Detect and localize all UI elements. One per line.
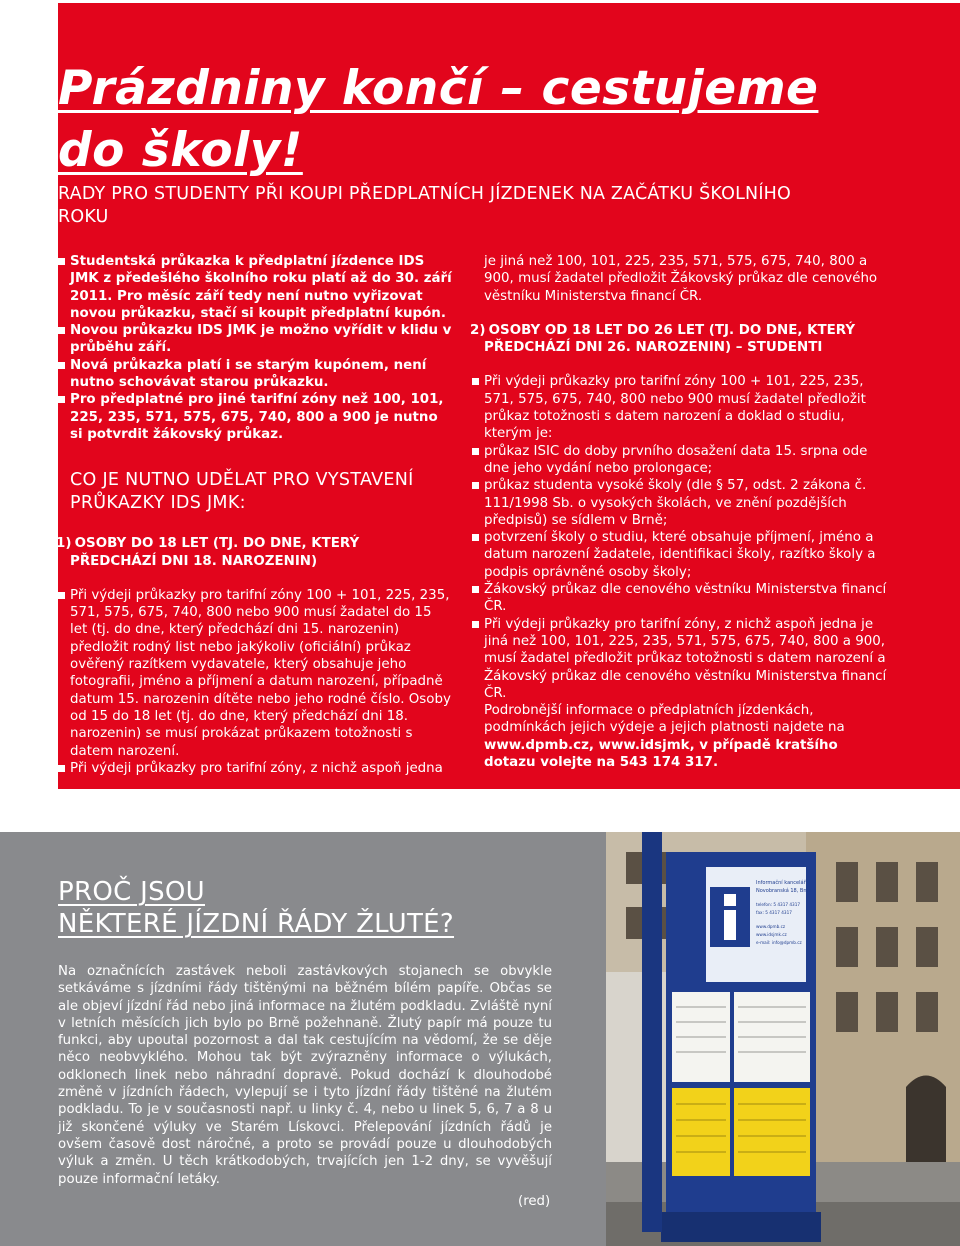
svg-text:fax: 5 4317 4317: fax: 5 4317 4317 xyxy=(756,910,792,915)
group-1-item: Při výdeji průkazky pro tarifní zóny, z nichž aspoň jedna xyxy=(56,760,452,777)
footer-note xyxy=(470,702,890,771)
footer-links[interactable]: www.dpmb.cz, www.idsjmk xyxy=(484,737,690,753)
why-title-line-1: PROČ JSOU xyxy=(58,877,205,907)
svg-text:e-mail: info@dpmb.cz: e-mail: info@dpmb.cz xyxy=(756,940,802,945)
group-1-title-line-2: PŘEDCHÁZÍ DNI 18. NAROZENIN) xyxy=(70,553,318,569)
headline-line-1: Prázdniny končí – cestujeme xyxy=(58,61,819,116)
group-1-title-line-1: OSOBY DO 18 LET (TJ. DO DNE, KTERÝ xyxy=(74,536,360,552)
footer-text: Podrobnější informace o předplatních jízdenkách, podmínkách jejich výdeje a jejich platnosti najdete na xyxy=(484,703,845,736)
section-title: CO JE NUTNO UDĚLAT PRO VYSTAVENÍ PRŮKAZKY IDS JMK: xyxy=(70,470,414,514)
why-yellow-title xyxy=(58,876,578,940)
right-column xyxy=(470,253,890,771)
why-title-line-2: NĚKTERÉ JÍZDNÍ ŘÁDY ŽLUTÉ? xyxy=(58,909,455,939)
tip-item: Novou průkazku IDS JMK je možno vyřídit v klidu v průběhu září. xyxy=(56,322,452,357)
tip-item: Pro předplatné pro jiné tarifní zóny než 100, 101, 225, 235, 571, 575, 675, 740, 800 a 900 je nutno si potvrdit žákovský průkaz. xyxy=(56,391,452,443)
group-2-title xyxy=(470,322,890,357)
group-1-title xyxy=(56,535,452,570)
tip-item: Nová průkazka platí i se starým kupónem, není nutno schovávat starou průkazku. xyxy=(56,357,452,392)
bus-stop-photo xyxy=(606,832,960,1246)
svg-text:Novobranská 18, Brno: Novobranská 18, Brno xyxy=(756,888,812,894)
why-yellow-body: Na označnících zastávek neboli zastávkových stojanech se obvykle setkáváme s jízdními řády tištěnými na běžném bílém papíře. Občas se ale objeví jízdní řád nebo jiná informace na žlutém podkladu. Zvláště nyní v letních měsících jich bylo po Brně požehnaně. Žlutý papír má pouze tu funkci, aby upoutal pozornost a dal tak cestujícím na vědomí, že se děje něco neobvyklého. Mohou tak být zvýrazněny informace o výlukách, odklonech linek nebo náhradní dopravě. Pokud dochází k dlouhodobé změně v jízdních řádech, vylepují se i tyto jízdní řády tištěné na žlutém podkladu. To je v současnosti např. u linky č. 4, nebo u linek 5, 6, 7 a 8 u již skončené výluky ve Starém Lískovci. Přelepování jízdních řádů je ovšem časově dost náročné, a proto se provádí pouze u dlouhodobých výluk a změn. U těch krátkodobých, trvajících jen 1-2 dny, se vyvěšují pouze informační letáky. xyxy=(58,964,552,1187)
group-2-number: 2) xyxy=(470,322,486,338)
svg-text:telefon: 5 4317 4317: telefon: 5 4317 4317 xyxy=(756,902,801,907)
footer-text-2: , v případě kratšího dotazu volejte na 543 174 317. xyxy=(484,737,838,771)
group-1-continuation: je jiná než 100, 101, 225, 235, 571, 575, 675, 740, 800 a 900, musí žadatel předložit Žákovský průkaz dle cenového věstníku Ministerstva financí ČR. xyxy=(484,254,878,304)
group-2-item: průkaz studenta vysoké školy (dle § 57, odst. 2 zákona č. 111/1998 Sb. o vysokých školách, ve znění pozdějších předpisů) se sídlem v Brně; xyxy=(470,477,890,529)
group-2-title-line-2: PŘEDCHÁZÍ DNI 26. NAROZENIN) – STUDENTI xyxy=(484,340,823,356)
group-2-item: Při výdeji průkazky pro tarifní zóny 100 + 101, 225, 235, 571, 575, 675, 740, 800 nebo 900 musí žadatel předložit průkaz totožnosti s datem narození a doklad o studiu, kterým je: xyxy=(470,373,890,442)
subheading: RADY PRO STUDENTY PŘI KOUPI PŘEDPLATNÍCH JÍZDENEK NA ZAČÁTKU ŠKOLNÍHO ROKU xyxy=(58,184,792,227)
tip-item: Studentská průkazka k předplatní jízdence IDS JMK z předešlého školního roku platí až do 30. září 2011. Pro měsíc září tedy není nutno vyřizovat novou průkazku, stačí si koupit předplatní kupón. xyxy=(56,253,452,322)
group-2-title-line-1: OSOBY OD 18 LET DO 26 LET (TJ. DO DNE, KTERÝ xyxy=(488,322,856,338)
group-1-number: 1) xyxy=(56,536,72,552)
svg-text:www.idsjmk.cz: www.idsjmk.cz xyxy=(756,932,787,937)
headline xyxy=(58,58,848,182)
group-2-item: Žákovský průkaz dle cenového věstníku Ministerstva financí ČR. xyxy=(470,581,890,616)
headline-line-2: do školy! xyxy=(58,123,303,178)
svg-text:www.dpmb.cz: www.dpmb.cz xyxy=(756,924,786,929)
author-credit: (red) xyxy=(518,1194,551,1209)
group-2-item: potvrzení školy o studiu, které obsahuje příjmení, jméno a datum narození žadatele, identifikaci školy, razítko školy a podpis oprávněné osoby školy; xyxy=(470,529,890,581)
group-2-item: Při výdeji průkazky pro tarifní zóny, z nichž aspoň jedna je jiná než 100, 101, 225, 235, 571, 575, 675, 740, 800 a 900, musí žadatel předložit průkaz totožnosti s datem narození a Žákovský průkaz dle cenového věstníku Ministerstva financí ČR. xyxy=(470,616,890,702)
svg-text:Informační kancelář: Informační kancelář xyxy=(756,880,806,886)
left-column xyxy=(56,253,452,777)
bus-stop-photo-image xyxy=(606,832,960,1246)
group-1-item: Při výdeji průkazky pro tarifní zóny 100 + 101, 225, 235, 571, 575, 675, 740, 800 nebo 900 musí žadatel do 15 let (tj. do dne, který předchází dni 15. narozenin) předložit rodný list nebo jakýkoliv (oficiální) průkaz ověřený razítkem vydavatele, který obsahuje jeho fotografii, jméno a příjmení a datum narození, případně datum 15. narozenin dítěte nebo jeho rodné číslo. Osoby od 15 do 18 let (tj. do dne, který předchází dni 18. narozenin) se musí prokázat průkazem totožnosti s datem narození. xyxy=(56,587,452,760)
group-2-item: průkaz ISIC do doby prvního dosažení data 15. srpna ode dne jeho vydání nebo prolongace; xyxy=(470,443,890,478)
